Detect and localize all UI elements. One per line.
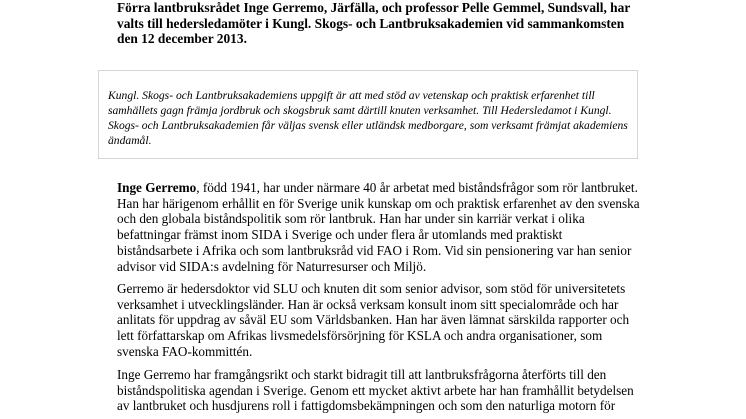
bio-paragraph-1 (117, 180, 641, 274)
lead-paragraph: Förra lantbruksrådet Inge Gerremo, Järfälla, och professor Pelle Gemmel, Sundsvall, har valts till hedersledamöter i Kungl. Skogs- och Lantbruksakademien vid sammankomsten den 12 december 2013. (117, 0, 631, 46)
bio-paragraph-2: Gerremo är hedersdoktor vid SLU och knuten dit som senior advisor, som stöd för universitetets verksamhet i utvecklingsländer. Han är också verksam konsult inom sitt specialområde och har anlitats för uppdrag av såväl EU som Världsbanken. Han har även lämnat särskilda rapporter och lett författarskap om Afrikas livsmedelsförsörjning för KSLA och andra organisationer, som svenska FAO-kommittén. (117, 281, 630, 359)
bio-paragraph-3: Inge Gerremo har framgångsrikt och starkt bidragit till att lantbruksfrågorna återförts till den biståndspolitiska agendan i Sverige. Genom ett mycket aktivt arbete har han framhållit betydelsen av lantbruket och husdjurens roll i fattigdomsbekämpningen och som den naturliga motorn för (117, 367, 634, 414)
person-name: Inge Gerremo (117, 180, 197, 195)
bio-paragraph-1-text: , född 1941, har under närmare 40 år arbetat med biståndsfrågor som rör lantbruket. Han har härigenom erhållit en för Sverige unik kunskap om och praktisk erfarenhet av den svenska och den globala biståndspolitik som rör lantbruk. Han har under sin karriär verkat i olika befattningar främst inom SIDA i Sverige och under flera år utomlands med praktiskt biståndsarbete i Afrika och som lantbruksråd vid FAO i Rom. Vid sin pensionering var han senior advisor vid SIDA:s avdelning för Naturresurser och Miljö. (117, 180, 640, 274)
academy-quote: Kungl. Skogs- och Lantbruksakademiens uppgift är att med stöd av vetenskap och praktisk erfarenhet till samhällets gagn främja jordbruk och skogsbruk samt därtill knuten verksamhet. Till Hedersledamot i Kungl. Skogs- och Lantbruksakademien får väljas svensk eller utländsk medborgare, som verksamt främjat akademiens ändamål. (108, 89, 628, 147)
